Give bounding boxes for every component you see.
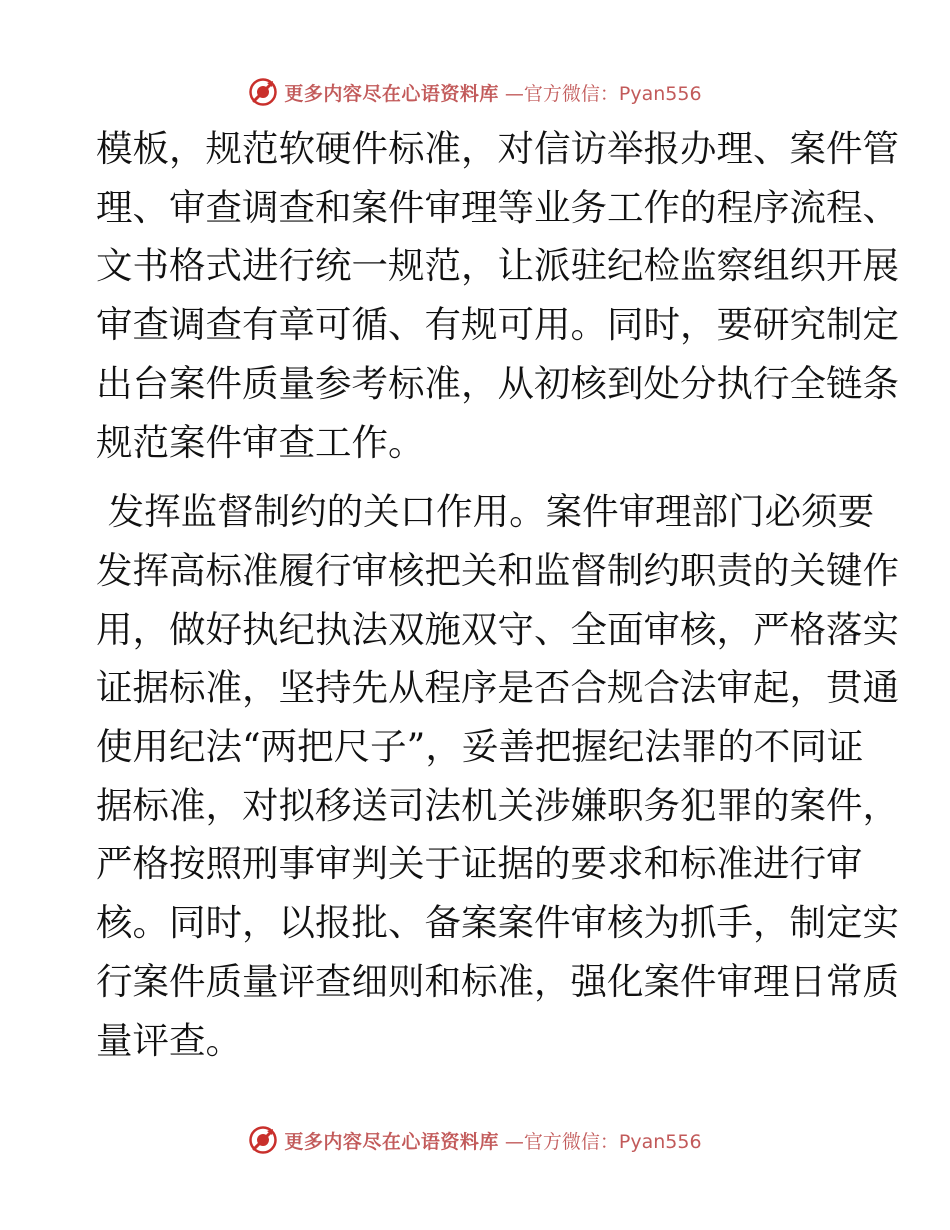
paragraph-1 bbox=[96, 120, 899, 472]
footer-banner bbox=[0, 1120, 950, 1160]
paragraph-line: 理、审查调查和案件审理等业务工作的程序流程、 bbox=[96, 185, 899, 229]
paragraph-line: 严格按照刑事审判关于证据的要求和标准进行审 bbox=[96, 842, 863, 886]
brand-logo-icon bbox=[248, 77, 278, 107]
paragraph-line: 行案件质量评查细则和标准，强化案件审理日常质 bbox=[96, 959, 899, 1003]
footer-official-wechat: —官方微信：Pyan556 bbox=[504, 1130, 702, 1153]
paragraph-line: 据标准，对拟移送司法机关涉嫌职务犯罪的案件， bbox=[96, 783, 899, 827]
paragraph-line: 出台案件质量参考标准，从初核到处分执行全链条 bbox=[96, 361, 899, 405]
paragraph-2 bbox=[96, 483, 899, 1070]
paragraph-line: 文书格式进行统一规范，让派驻纪检监察组织开展 bbox=[96, 244, 899, 288]
paragraph-line: 量评查。 bbox=[96, 1018, 242, 1062]
paragraph-line: 规范案件审查工作。 bbox=[96, 420, 425, 464]
paragraph-line: 发挥监督制约的关口作用。案件审理部门必须要 bbox=[96, 490, 875, 534]
paragraph-spacer bbox=[96, 472, 856, 483]
header-banner bbox=[0, 72, 950, 112]
header-promo-text: 更多内容尽在心语资料库 bbox=[284, 82, 499, 105]
paragraph-line: 审查调查有章可循、有规可用。同时，要研究制定 bbox=[96, 303, 899, 347]
document-body bbox=[96, 120, 899, 1070]
paragraph-line: 证据标准，坚持先从程序是否合规合法审起，贯通 bbox=[96, 666, 899, 710]
paragraph-line: 核。同时，以报批、备案案件审核为抓手，制定实 bbox=[96, 901, 899, 945]
paragraph-line: 用，做好执纪执法双施双守、全面审核，严格落实 bbox=[96, 607, 899, 651]
paragraph-line: 使用纪法“两把尺子”，妥善把握纪法罪的不同证 bbox=[96, 725, 864, 769]
header-official-wechat: —官方微信：Pyan556 bbox=[504, 82, 702, 105]
brand-logo-icon bbox=[248, 1125, 278, 1155]
paragraph-line: 发挥高标准履行审核把关和监督制约职责的关键作 bbox=[96, 548, 899, 592]
footer-promo-text: 更多内容尽在心语资料库 bbox=[284, 1130, 499, 1153]
paragraph-line: 模板，规范软硬件标准，对信访举报办理、案件管 bbox=[96, 127, 899, 170]
